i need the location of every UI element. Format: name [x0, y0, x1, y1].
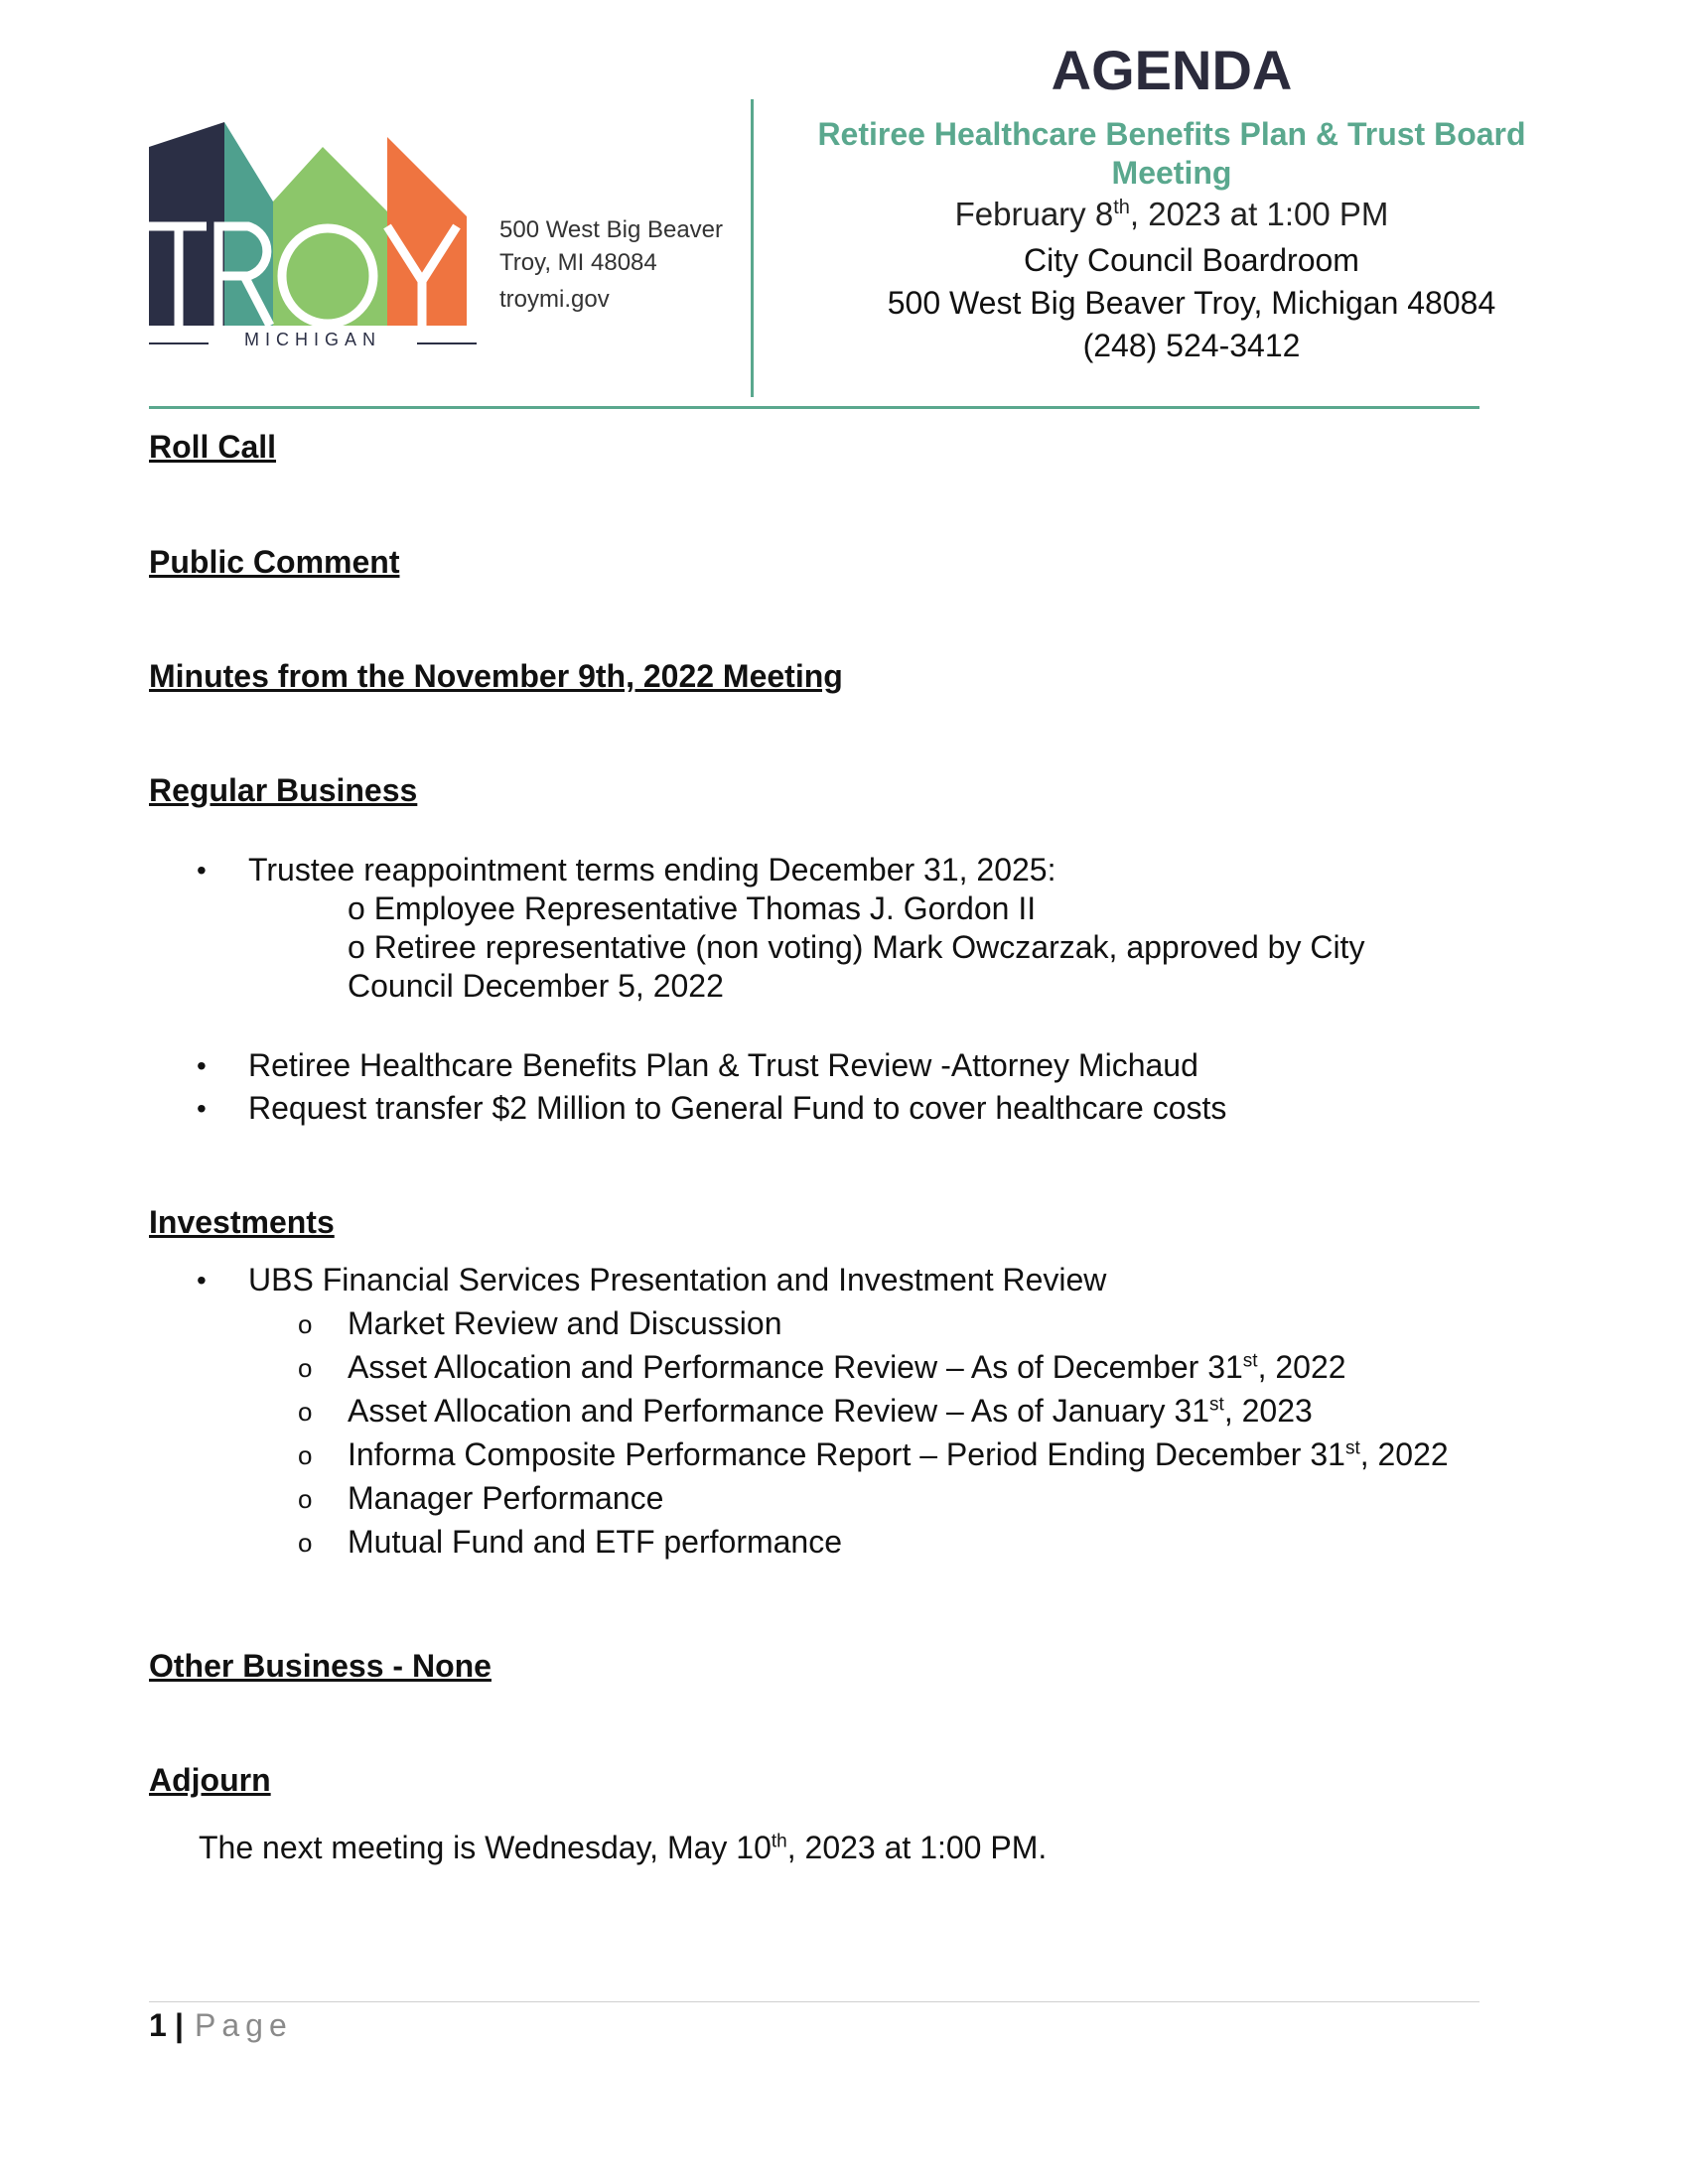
- heading-adjourn: Adjourn: [149, 1762, 271, 1798]
- troy-logo-block: [149, 117, 745, 360]
- circle-marker: o: [298, 1309, 313, 1339]
- regular-subitem-retiree-rep-cont: Council December 5, 2022: [348, 968, 724, 1004]
- circle-marker: o: [298, 1353, 313, 1383]
- heading-roll-call: Roll Call: [149, 429, 277, 465]
- investments-subitem-manager: Manager Performance: [348, 1480, 664, 1516]
- header-divider: [751, 99, 754, 397]
- meeting-room: City Council Boardroom: [1024, 242, 1359, 278]
- page-separator: |: [175, 2007, 184, 2043]
- investments-subitem-asset-jan: Asset Allocation and Performance Review – As of January 31st, 2023: [348, 1393, 1313, 1429]
- circle-marker: o: [298, 1484, 313, 1514]
- heading-other-business: Other Business - None: [149, 1648, 492, 1684]
- page-number: 1: [149, 2007, 167, 2043]
- regular-item-plan-review: Retiree Healthcare Benefits Plan & Trust Review -Attorney Michaud: [248, 1047, 1198, 1083]
- regular-item-fund-transfer: Request transfer $2 Million to General Fund to cover healthcare costs: [248, 1090, 1227, 1126]
- investments-subitem-mutual-fund: Mutual Fund and ETF performance: [348, 1524, 843, 1560]
- regular-subitem-employee-rep: o Employee Representative Thomas J. Gordon II: [348, 890, 1037, 926]
- header-rule: [149, 406, 1479, 409]
- meeting-phone: (248) 524-3412: [1082, 328, 1301, 363]
- investments-item-ubs: UBS Financial Services Presentation and Investment Review: [248, 1262, 1107, 1297]
- heading-regular-business: Regular Business: [149, 772, 418, 808]
- troy-logo: [149, 117, 477, 360]
- meeting-date: February 8th, 2023 at 1:00 PM: [954, 196, 1389, 232]
- next-meeting-note: The next meeting is Wednesday, May 10th, 2023 at 1:00 PM.: [199, 1830, 1048, 1865]
- logo-website: troymi.gov: [499, 286, 610, 313]
- heading-investments: Investments: [149, 1204, 335, 1240]
- board-title-line2: Meeting: [1111, 155, 1232, 191]
- bullet-marker: •: [197, 855, 207, 886]
- circle-marker: o: [298, 1440, 313, 1470]
- investments-subitem-asset-dec: Asset Allocation and Performance Review – As of December 31st, 2022: [348, 1349, 1346, 1385]
- page-title: AGENDA: [1051, 39, 1293, 101]
- investments-subitem-informa: Informa Composite Performance Report – Period Ending December 31st, 2022: [348, 1436, 1449, 1472]
- logo-address-city: Troy, MI 48084: [499, 249, 657, 276]
- bullet-marker: •: [197, 1265, 207, 1296]
- heading-minutes: Minutes from the November 9th, 2022 Meeting: [149, 658, 843, 694]
- logo-roof-navy: [149, 122, 224, 147]
- logo-address-street: 500 West Big Beaver: [499, 216, 724, 243]
- bullet-marker: •: [197, 1050, 207, 1081]
- logo-house-navy: [149, 147, 224, 326]
- board-title-line1: Retiree Healthcare Benefits Plan & Trust Board: [817, 116, 1526, 152]
- heading-public-comment: Public Comment: [149, 544, 400, 580]
- regular-item-trustee-reappointment: Trustee reappointment terms ending December 31, 2025:: [248, 852, 1056, 887]
- logo-michigan-label: MICHIGAN: [244, 330, 381, 349]
- investments-subitem-market-review: Market Review and Discussion: [348, 1305, 782, 1341]
- regular-subitem-retiree-rep: o Retiree representative (non voting) Mark Owczarzak, approved by City: [348, 929, 1365, 965]
- meeting-address: 500 West Big Beaver Troy, Michigan 48084: [887, 285, 1496, 321]
- circle-marker: o: [298, 1397, 313, 1427]
- bullet-marker: •: [197, 1093, 207, 1124]
- circle-marker: o: [298, 1528, 313, 1558]
- footer-rule: [149, 2001, 1479, 2002]
- page-label: Page: [195, 2007, 293, 2043]
